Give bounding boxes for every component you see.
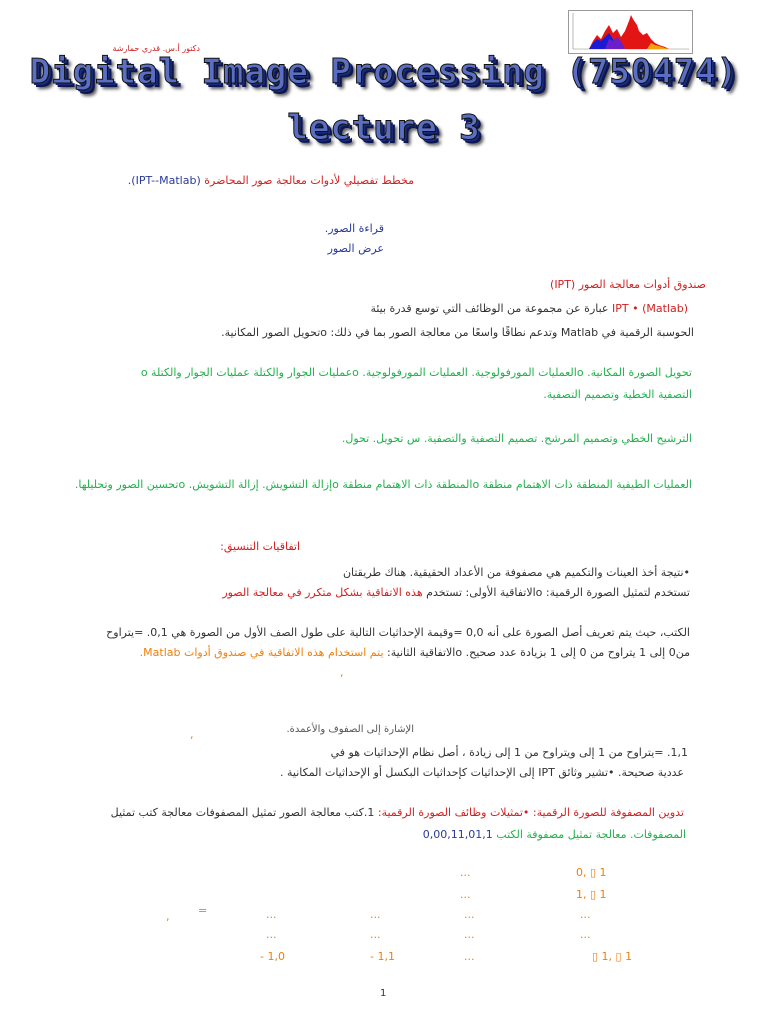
second-convention-highlight: يتم استخدام هذه الاتفاقية في صندوق أدوات Matlab. <box>139 646 384 659</box>
outline-item: عرض الصور <box>327 242 384 255</box>
conventions-line: •نتيجة أخذ العينات والتكميم هي مصفوفة من الأعداد الحقيقية. هناك طريقتان <box>342 566 690 579</box>
matrix-heading-red: تدوين المصفوفة للصورة الرقمية: •تمثيلات وظائف الصورة الرقمية: <box>377 806 684 819</box>
conventions-heading: اتفاقيات التنسيق: <box>220 540 300 553</box>
matrix-cell: 0, ▯ 1 <box>576 866 607 879</box>
histogram-thumbnail <box>568 10 693 54</box>
matrix-cell: ... <box>266 928 277 941</box>
matrix-cell: ... <box>370 928 381 941</box>
ipt-description: عبارة عن مجموعة من الوظائف التي توسع قدرة بيئة <box>370 302 609 315</box>
ipt-heading: صندوق أدوات معالجة الصور (IPT) <box>550 278 706 291</box>
first-convention: تستخدم لتمثيل الصورة الرقمية: oالاتفاقية الأولى: تستخدم <box>426 586 690 599</box>
matrix-equals: = <box>198 904 208 917</box>
rows-cols-line: 1,1. =يتراوح من 1 إلى ويتراوح من 1 إلى زيادة ، أصل نظام الإحداثيات هو في <box>330 746 688 759</box>
conventions-line <box>128 646 690 659</box>
matrix-cell: ... <box>460 866 471 879</box>
outline-heading-text: مخطط تفصيلي لأدوات معالجة صور المحاضرة <box>204 174 414 187</box>
toolbox-functions-line: العمليات الطيفية المنطقة ذات الاهتمام منطقة oالمنطقة ذات الاهتمام منطقة oإزالة التشويش. إزالة التشويش. oتحسين الصور وتحليلها. <box>74 478 692 491</box>
toolbox-functions-line: تحويل الصورة المكانية. oالعمليات المورفولوجية. العمليات المورفولوجية. oعمليات الجوار والكتلة عمليات الجوار والكتلة o <box>140 366 692 379</box>
ipt-line: الحوسبة الرقمية في Matlab وتدعم نطاقًا واسعًا من معالجة الصور بما في ذلك: oتحويل الصور المكانية. <box>221 326 694 339</box>
toolbox-functions-line: التصفية الخطية وتصميم التصفية. <box>543 388 692 401</box>
matrix-subline-text: المصفوفات. معالجة تمثيل مصفوفة الكتب <box>496 828 686 841</box>
conventions-line <box>206 586 690 599</box>
matrix-cell: ... <box>460 888 471 901</box>
ipt-tag: IPT • (Matlab) <box>612 302 688 315</box>
matrix-cell: ... <box>464 928 475 941</box>
conventions-line: الكتب، حيث يتم تعريف أصل الصورة على أنه 0,0 =وقيمة الإحداثيات التالية على طول الصف الأول من الصورة هي 0,1. =يتراوح <box>106 626 690 639</box>
matrix-cell: ... <box>266 908 277 921</box>
matrix-heading-text: 1.كتب معالجة الصور تمثيل المصفوفات معالجة كتب تمثيل <box>110 806 375 819</box>
stray-comma: , <box>340 666 344 679</box>
outline-heading <box>110 174 414 187</box>
rows-cols-heading: الإشارة إلى الصفوف والأعمدة. <box>286 724 414 735</box>
toolbox-functions-line: الترشيح الخطي وتصميم المرشح. تصميم التصفية والتصفية. س تحويل. تحول. <box>341 432 692 445</box>
matrix-heading <box>80 806 684 819</box>
stray-comma: , <box>190 728 194 741</box>
ipt-line <box>300 302 688 315</box>
matrix-subline <box>406 828 686 841</box>
outline-item: قراءة الصور. <box>324 222 384 235</box>
lecture-title: lecture 3 <box>287 108 481 148</box>
matrix-cell: - 1,0 <box>260 950 285 963</box>
rows-cols-line: عددية صحيحة. •تشير وثائق IPT إلى الإحداثيات كإحداثيات البكسل أو الإحداثيات المكانية . <box>280 766 684 779</box>
matrix-cell: ... <box>464 908 475 921</box>
matrix-cell: ... <box>370 908 381 921</box>
matrix-subline-values: 0,00,11,01,1 <box>422 828 493 841</box>
outline-heading-tag: (IPT--Matlab). <box>127 174 201 187</box>
matrix-cell: ... <box>580 908 591 921</box>
histogram-chart <box>569 11 692 53</box>
document-title: Digital Image Processing (750474) <box>29 52 739 92</box>
matrix-cell: ... <box>464 950 475 963</box>
page-number: 1 <box>380 988 387 999</box>
matrix-cell: - 1,1 <box>370 950 395 963</box>
first-convention-highlight: هذه الاتفاقية بشكل متكرر في معالجة الصور <box>222 586 423 599</box>
matrix-cell: ... <box>580 928 591 941</box>
second-convention: من0 إلى 1 يتراوح من 0 إلى 1 بزيادة عدد صحيح. oالاتفاقية الثانية: <box>387 646 690 659</box>
matrix-comma: , <box>166 910 170 923</box>
matrix-cell: 1, ▯ 1 <box>576 888 607 901</box>
matrix-cell: ▯ 1, ▯ 1 <box>592 950 633 963</box>
author-name: دكتور أ.س. قدري حمارشة <box>112 44 200 53</box>
